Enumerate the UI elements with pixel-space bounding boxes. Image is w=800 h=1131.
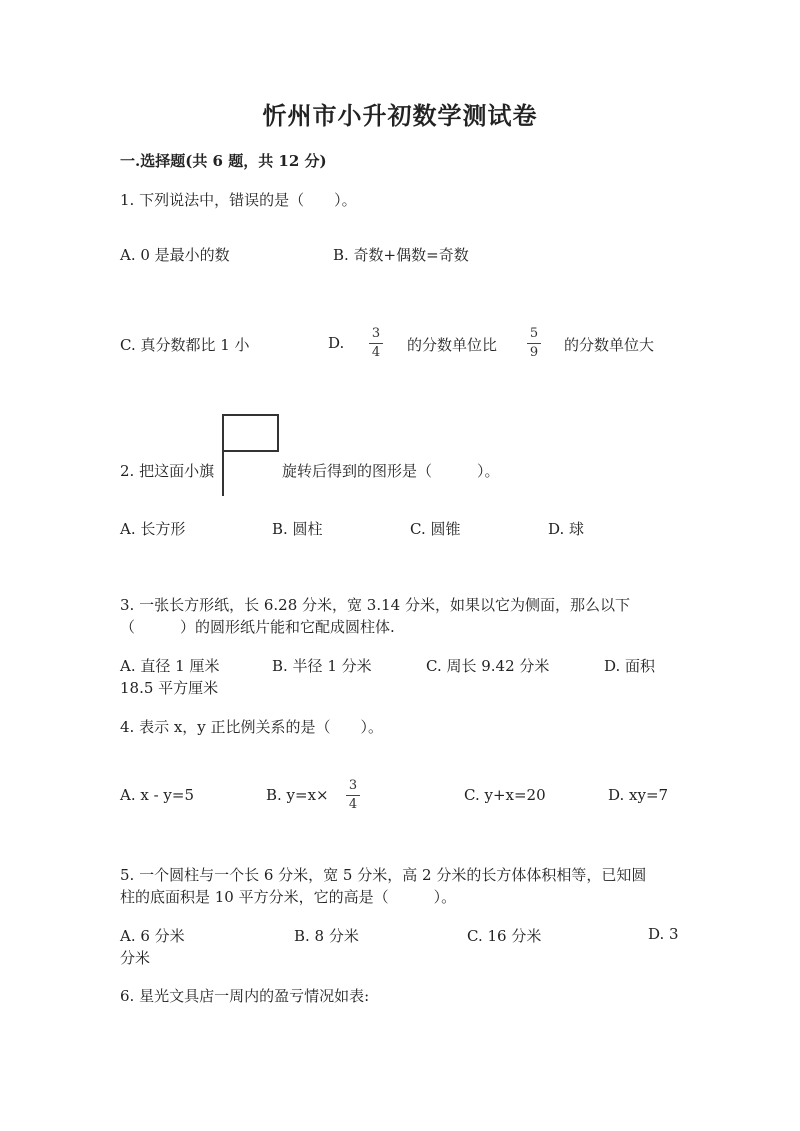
question-3-line-2: （ ）的圆形纸片能和它配成圆柱体. — [120, 618, 395, 636]
question-3-option-a: A. 直径 1 厘米 — [120, 657, 220, 675]
question-2-stem-after: 旋转后得到的图形是（ ）。 — [282, 462, 500, 480]
question-3-option-b: B. 半径 1 分米 — [272, 657, 372, 675]
question-2-option-d: D. 球 — [548, 520, 585, 538]
question-4-option-d: D. xy=7 — [608, 786, 669, 804]
question-5-option-c: C. 16 分米 — [467, 927, 542, 945]
question-1-stem: 1. 下列说法中，错误的是（ ）。 — [120, 191, 357, 209]
question-5-option-d-continued: 分米 — [120, 949, 151, 967]
question-4-option-b: B. y=x× — [266, 786, 329, 804]
fraction-numerator: 5 — [529, 326, 539, 341]
question-2-option-c: C. 圆锥 — [410, 520, 461, 538]
question-5-line-2: 柱的底面积是 10 平方分米，它的高是（ ）。 — [120, 888, 457, 906]
question-1-option-b: B. 奇数+偶数=奇数 — [333, 246, 469, 264]
section-heading: 一.选择题(共 6 题，共 12 分) — [120, 152, 327, 170]
question-4-option-c: C. y+x=20 — [464, 786, 546, 804]
question-2-option-a: A. 长方形 — [120, 520, 186, 538]
question-3-line-1: 3. 一张长方形纸，长 6.28 分米，宽 3.14 分米，如果以它为侧面，那么以下 — [120, 596, 630, 614]
question-5-option-b: B. 8 分米 — [294, 927, 359, 945]
question-5-option-a: A. 6 分米 — [120, 927, 185, 945]
fraction-numerator: 3 — [348, 778, 358, 793]
question-3-option-d-continued: 18.5 平方厘米 — [120, 679, 219, 697]
question-1-option-a: A. 0 是最小的数 — [120, 246, 230, 264]
fraction-five-ninths — [526, 327, 542, 360]
question-1-option-d-middle: 的分数单位比 — [407, 336, 498, 354]
fraction-bar — [369, 343, 383, 344]
fraction-three-quarters — [345, 779, 361, 812]
fraction-denominator: 4 — [348, 797, 358, 812]
question-4-option-a: A. x - y=5 — [120, 786, 195, 804]
question-6-stem: 6. 星光文具店一周内的盈亏情况如表: — [120, 987, 370, 1005]
flag-cloth — [223, 415, 278, 451]
question-5-option-d: D. 3 — [648, 925, 679, 943]
question-2-stem-before: 2. 把这面小旗 — [120, 462, 215, 480]
flag-figure — [220, 412, 282, 498]
question-1-option-d-label: D. — [328, 334, 345, 352]
fraction-bar — [346, 795, 360, 796]
question-3-option-c: C. 周长 9.42 分米 — [426, 657, 550, 675]
question-1-option-d-suffix: 的分数单位大 — [564, 336, 655, 354]
fraction-bar — [527, 343, 541, 344]
question-5-line-1: 5. 一个圆柱与一个长 6 分米，宽 5 分米，高 2 分米的长方体体积相等，已知圆 — [120, 866, 647, 884]
question-3-option-d: D. 面积 — [604, 657, 656, 675]
fraction-three-quarters — [368, 327, 384, 360]
fraction-numerator: 3 — [371, 326, 381, 341]
fraction-denominator: 4 — [371, 345, 381, 360]
question-4-stem: 4. 表示 x，y 正比例关系的是（ ）。 — [120, 718, 384, 736]
question-2-option-b: B. 圆柱 — [272, 520, 323, 538]
page-title: 忻州市小升初数学测试卷 — [262, 101, 538, 130]
question-1-option-c: C. 真分数都比 1 小 — [120, 336, 250, 354]
fraction-denominator: 9 — [529, 345, 539, 360]
